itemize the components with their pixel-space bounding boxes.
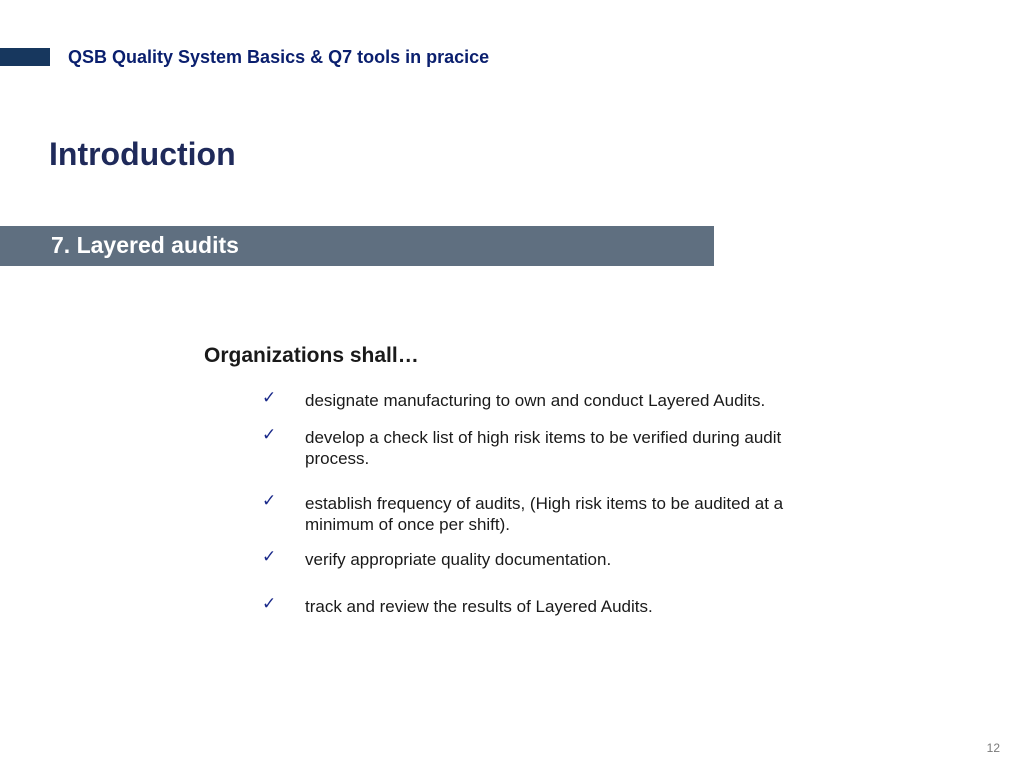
- checkmark-icon: ✓: [262, 491, 277, 511]
- intro-text: Organizations shall…: [204, 344, 419, 367]
- checkmark-icon: ✓: [262, 425, 277, 445]
- checkmark-icon: ✓: [262, 594, 277, 614]
- list-item: [204, 596, 805, 617]
- list-item-text: develop a check list of high risk items to be verified during audit process.: [305, 428, 782, 468]
- page-title: Introduction: [49, 136, 236, 172]
- list-item-text: designate manufacturing to own and conduct Layered Audits.: [305, 391, 766, 410]
- list-item: [204, 493, 805, 535]
- list-item: [204, 549, 805, 570]
- list-item: [204, 427, 805, 469]
- list-item-text: establish frequency of audits, (High risk items to be audited at a minimum of once per shift).: [305, 494, 784, 534]
- list-item-text: verify appropriate quality documentation.: [305, 550, 612, 569]
- page-number: 12: [986, 741, 1000, 755]
- requirements-list: [204, 390, 824, 617]
- section-label: 7. Layered audits: [51, 232, 239, 258]
- section-band: [0, 226, 714, 266]
- content-block: [204, 344, 824, 617]
- list-item-text: track and review the results of Layered Audits.: [305, 597, 653, 616]
- checkmark-icon: ✓: [262, 388, 277, 408]
- header-accent-bar: [0, 48, 50, 66]
- header-title: QSB Quality System Basics & Q7 tools in pracice: [68, 47, 490, 67]
- list-item: [204, 390, 805, 411]
- checkmark-icon: ✓: [262, 547, 277, 567]
